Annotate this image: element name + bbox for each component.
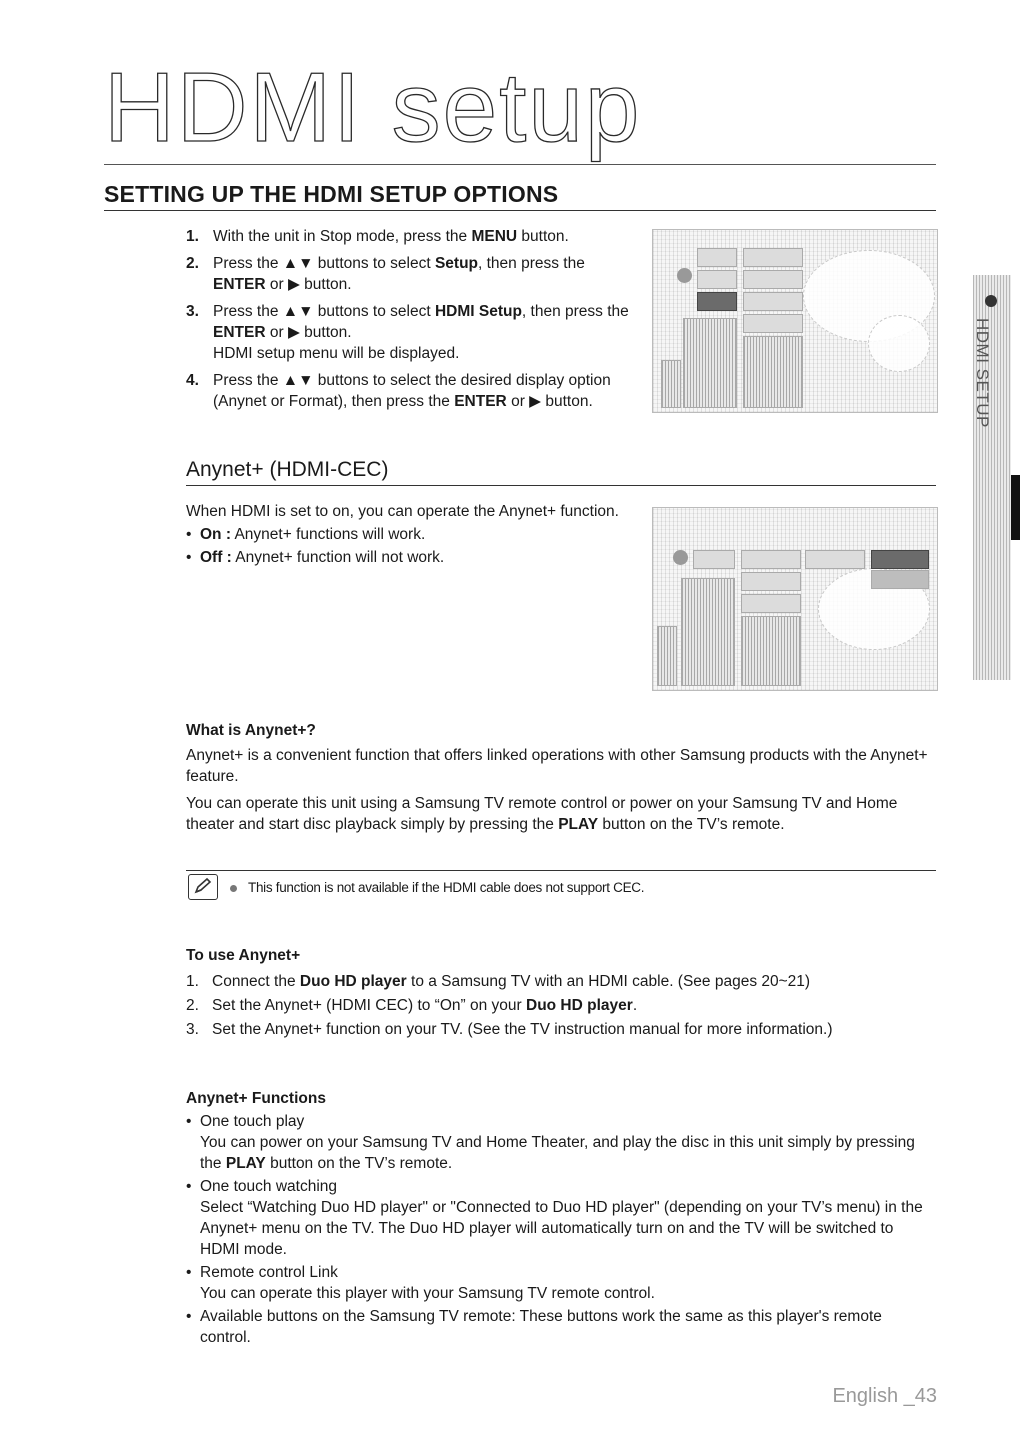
step-1: 1. With the unit in Stop mode, press the MENU button.: [186, 228, 569, 245]
note-bullet-icon: [230, 885, 237, 892]
step-2: 2. Press the ▲▼ buttons to select Setup, then press the ENTER or ▶ button.: [186, 255, 585, 293]
side-tab-label: HDMI SETUP: [973, 318, 992, 428]
section-heading-setup-options: SETTING UP THE HDMI SETUP OPTIONS: [104, 181, 559, 207]
section-heading-anynet: Anynet+ (HDMI-CEC): [186, 458, 389, 481]
note-text: This function is not available if the HDMI cable does not support CEC.: [248, 880, 645, 895]
anynet-intro: When HDMI is set to on, you can operate the Anynet+ function.: [186, 503, 619, 520]
to-use-anynet-list: [186, 971, 941, 1043]
note-divider: [186, 870, 936, 871]
setup-steps-list: [186, 226, 636, 418]
what-is-anynet-text: Anynet+ is a convenient function that offers linked operations with other Samsung products with the Anynet+ feature. You can operate this unit using a Samsung TV remote control or power on your Samsung TV and Home theater and start disc playback simply by pressing the PLAY button on the TV’s remote.: [186, 747, 928, 833]
to-use-anynet-heading: To use Anynet+: [186, 947, 301, 964]
option-off: • Off : Anynet+ function will not work.: [186, 547, 641, 568]
anynet-functions-list: [186, 1111, 936, 1348]
screenshot-anynet-menu: [652, 507, 938, 691]
title-divider: [104, 164, 936, 165]
side-chapter-marker: [1011, 475, 1020, 540]
to-use-step-2: 2. Set the Anynet+ (HDMI CEC) to “On” on your Duo HD player.: [186, 997, 638, 1014]
section-divider: [104, 210, 936, 211]
note-icon: [188, 874, 218, 900]
anynet-description: [186, 501, 641, 568]
function-remote-control-link: • Remote control Link You can operate this player with your Samsung TV remote control.: [186, 1262, 936, 1304]
what-is-anynet-heading: What is Anynet+?: [186, 722, 316, 739]
anynet-functions-heading: Anynet+ Functions: [186, 1090, 326, 1107]
step-4: 4. Press the ▲▼ buttons to select the desired display option (Anynet or Format), then press the ENTER or ▶ button.: [186, 372, 611, 410]
function-available-buttons: • Available buttons on the Samsung TV remote: These buttons work the same as this player's remote control.: [186, 1306, 936, 1348]
side-tab-bullet-icon: [985, 295, 997, 307]
to-use-step-3: 3. Set the Anynet+ function on your TV. (See the TV instruction manual for more information.): [186, 1021, 833, 1038]
to-use-step-1: 1. Connect the Duo HD player to a Samsung TV with an HDMI cable. (See pages 20~21): [186, 973, 811, 990]
page-title: HDMI setup: [104, 52, 642, 162]
function-one-touch-play: • One touch play You can power on your Samsung TV and Home Theater, and play the disc in this unit simply by pressing the PLAY button on the TV’s remote.: [186, 1111, 936, 1174]
page-number: English _43: [832, 1385, 937, 1407]
screenshot-setup-menu: [652, 229, 938, 413]
step-3: 3. Press the ▲▼ buttons to select HDMI Setup, then press the ENTER or ▶ button. HDMI setup menu will be displayed.: [186, 303, 629, 362]
subsection-divider: [186, 485, 936, 486]
function-one-touch-watching: • One touch watching Select “Watching Duo HD player" or "Connected to Duo HD player" (depending on your TV’s menu) in the Anynet+ menu on the TV. The Duo HD player will automatically turn on and the TV will be switched to HDMI mode.: [186, 1176, 936, 1260]
option-on: • On : Anynet+ functions will work.: [186, 524, 641, 545]
